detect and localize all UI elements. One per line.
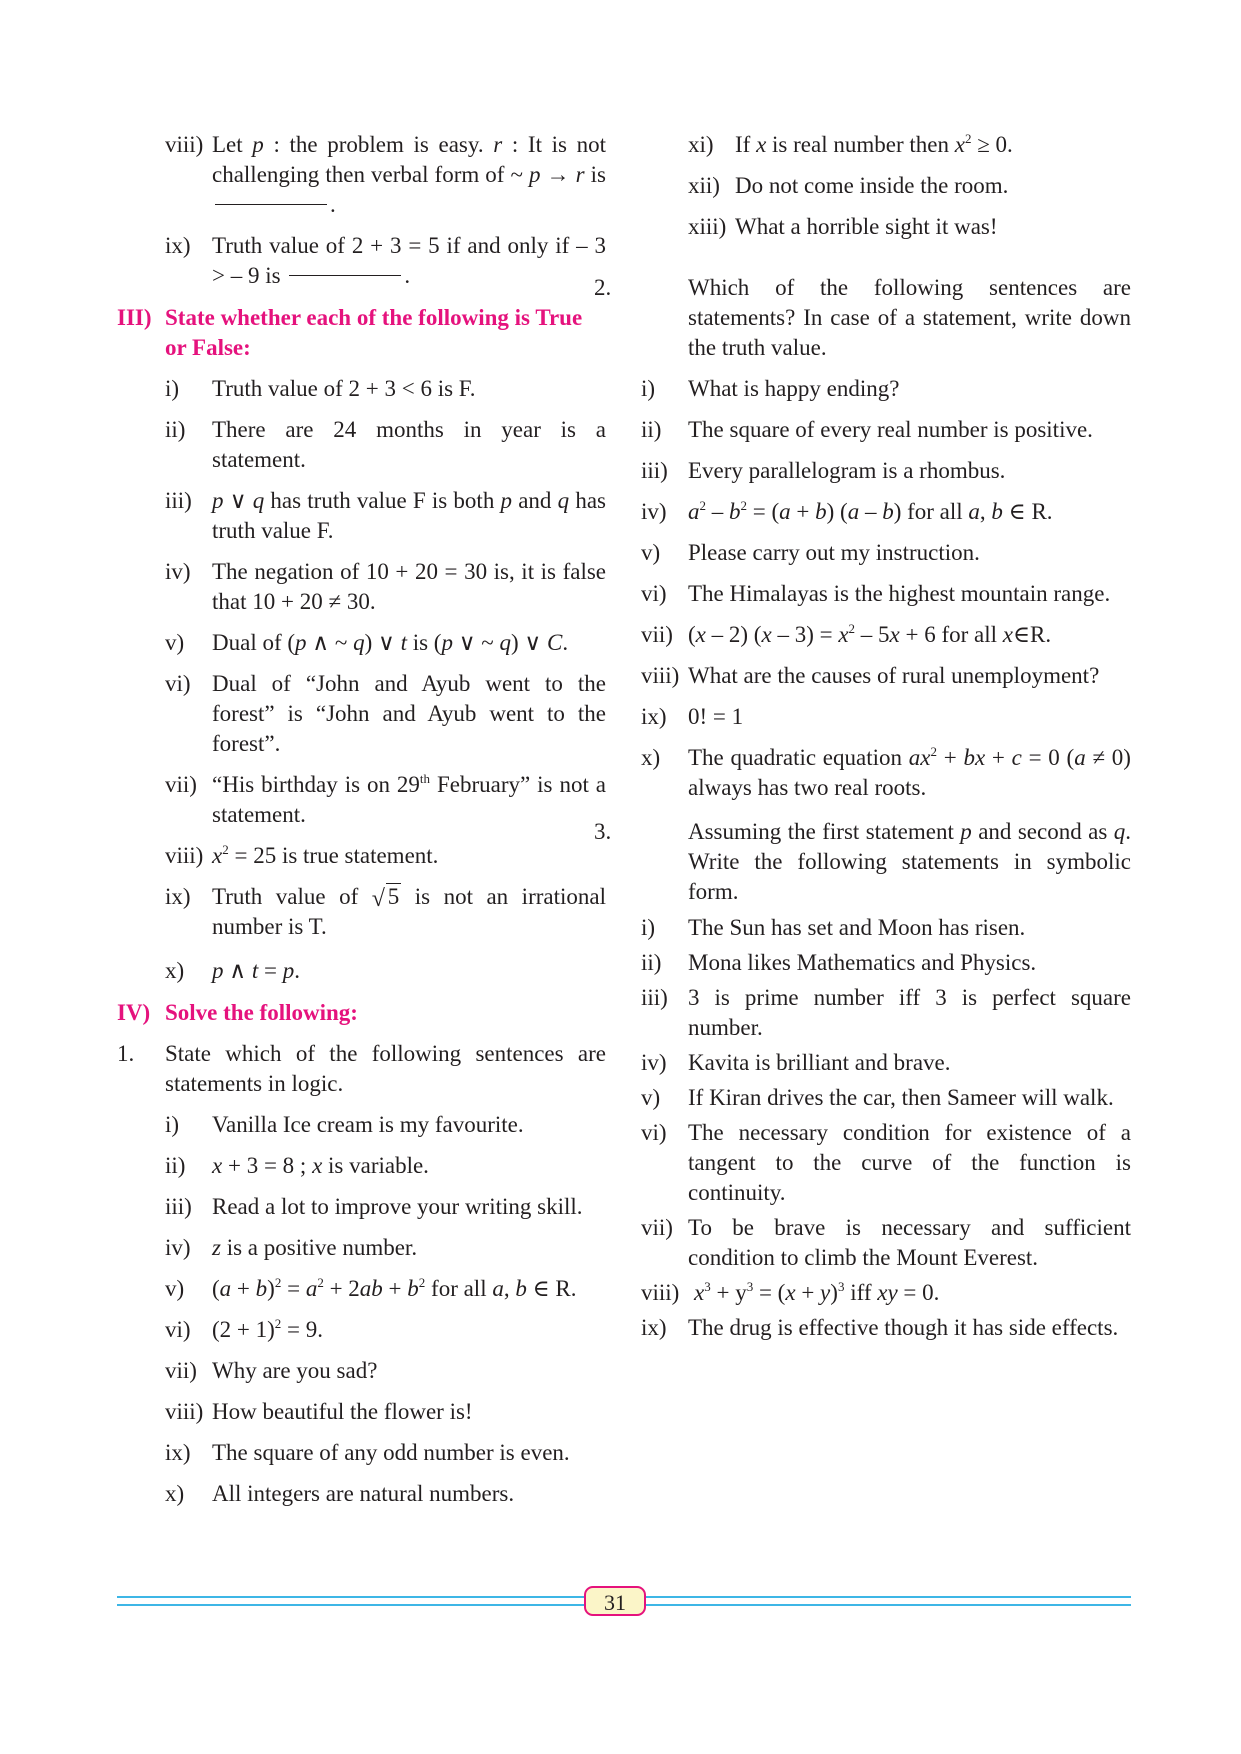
list-item: xii) Do not come inside the room. bbox=[688, 173, 1009, 198]
list-item: ix) Truth value of √ 5 is not an irrational number is T. bbox=[165, 884, 606, 939]
list-item: iii) Read a lot to improve your writing skill. bbox=[165, 1194, 583, 1219]
list-item: iv) Kavita is brilliant and brave. bbox=[641, 1050, 951, 1075]
list-item: i) Vanilla Ice cream is my favourite. bbox=[165, 1112, 524, 1137]
question-3: 3. Assuming the first statement p and second as q. Write the following statements in symbolic form. bbox=[594, 819, 1131, 904]
list-item: vi) The Himalayas is the highest mountain range. bbox=[641, 581, 1111, 606]
section-heading-3: III) State whether each of the following is True or False: bbox=[117, 305, 583, 360]
right-column bbox=[594, 130, 1131, 1343]
list-item: v) If Kiran drives the car, then Sameer will walk. bbox=[641, 1085, 1114, 1110]
blank-line bbox=[215, 204, 327, 205]
list-item: v) Dual of (p ∧ ~ q) ∨ t is (p ∨ ~ q) ∨ C. bbox=[165, 630, 569, 655]
left-column bbox=[117, 130, 606, 1509]
question-2: 2. Which of the following sentences are statements? In case of a statement, write down the truth value. bbox=[594, 275, 1131, 360]
list-item: viii) Let p : the problem is easy. r : It is not challenging then verbal form of ~ p → r is . bbox=[165, 132, 607, 217]
list-item: vii) (x – 2) $(x - 3) = x^2 - 5x + 6$ for all x∈R. bbox=[641, 621, 1052, 647]
list-item: x) All integers are natural numbers. bbox=[165, 1481, 515, 1506]
list-item: x) The quadratic equation $ax^2$ + bx + c = 0 (a ≠ 0) always has two real roots. bbox=[641, 744, 1131, 800]
list-item: vii) To be brave is necessary and sufficient condition to climb the Mount Everest. bbox=[641, 1215, 1131, 1270]
list-item: ii) There are 24 months in year is a statement. bbox=[165, 417, 606, 472]
list-item: iv) $a^2 - b^2 = (a + b)$ (a – b) for all a, b ∈ R. bbox=[641, 498, 1053, 524]
list-item: i) Truth value of 2 + 3 < 6 is F. bbox=[165, 376, 476, 401]
list-item: viii) $x^2 = 25$ is true statement. bbox=[165, 842, 439, 868]
list-item: ix) 0! = 1 bbox=[641, 704, 744, 729]
list-item: vi) $(2 + 1)^2 = 9$. bbox=[165, 1316, 324, 1342]
list-item: xiii) What a horrible sight it was! bbox=[688, 214, 998, 239]
section-heading-4: IV) Solve the following: bbox=[117, 1000, 358, 1025]
question-1: 1. State which of the following sentences are statements in logic. bbox=[117, 1041, 606, 1096]
list-item: viii) How beautiful the flower is! bbox=[165, 1399, 473, 1424]
list-item: x) p ∧ t = p. bbox=[165, 958, 300, 983]
list-item: xi) If x is real number then $x^2 \ge 0$. bbox=[688, 131, 1013, 157]
list-item: viii) $x^3 + y^3 = (x + y)^3$ iff xy = 0. bbox=[641, 1279, 940, 1305]
list-item: v) Please carry out my instruction. bbox=[641, 540, 980, 565]
list-item: vi) Dual of “John and Ayub went to the forest” is “John and Ayub went to the forest”. bbox=[165, 671, 606, 756]
list-item: iv) z is a positive number. bbox=[165, 1235, 418, 1260]
list-item: v) $(a + b)^2 = a^2 + 2ab + b^2$ for all a, b ∈ R. bbox=[165, 1275, 577, 1301]
list-item: viii) What are the causes of rural unemployment? bbox=[641, 663, 1100, 688]
list-item: i) What is happy ending? bbox=[641, 376, 900, 401]
list-item: iii) 3 is prime number iff 3 is perfect square number. bbox=[641, 985, 1131, 1040]
list-item: iv) The negation of 10 + 20 = 30 is, it is false that 10 + 20 ≠ 30. bbox=[165, 559, 606, 614]
list-item: vii) Why are you sad? bbox=[165, 1358, 378, 1383]
list-item: ii) Mona likes Mathematics and Physics. bbox=[641, 950, 1037, 975]
list-item: ix) Truth value of 2 + 3 = 5 if and only if – 3 > – 9 is . bbox=[165, 233, 606, 288]
page-footer bbox=[117, 1586, 1131, 1616]
list-item: ix) The drug is effective though it has side effects. bbox=[641, 1315, 1119, 1340]
list-item: iii) Every parallelogram is a rhombus. bbox=[641, 458, 1006, 483]
list-item: ii) The square of every real number is positive. bbox=[641, 417, 1093, 442]
list-item: i) The Sun has set and Moon has risen. bbox=[641, 915, 1026, 940]
list-item: ii) x + 3 = 8 ; x is variable. bbox=[165, 1153, 429, 1178]
list-item: vii) “His birthday is on 29th February” is not a statement. bbox=[165, 771, 606, 827]
blank-line bbox=[289, 275, 401, 276]
page-number: 31 bbox=[584, 1586, 646, 1616]
list-item: iii) p ∨ q has truth value F is both p and q has truth value F. bbox=[165, 488, 606, 543]
list-item: vi) The necessary condition for existence of a tangent to the curve of the function is continuity. bbox=[641, 1120, 1131, 1205]
square-root-symbol: √ 5 bbox=[371, 884, 400, 912]
list-item: ix) The square of any odd number is even. bbox=[165, 1440, 570, 1465]
